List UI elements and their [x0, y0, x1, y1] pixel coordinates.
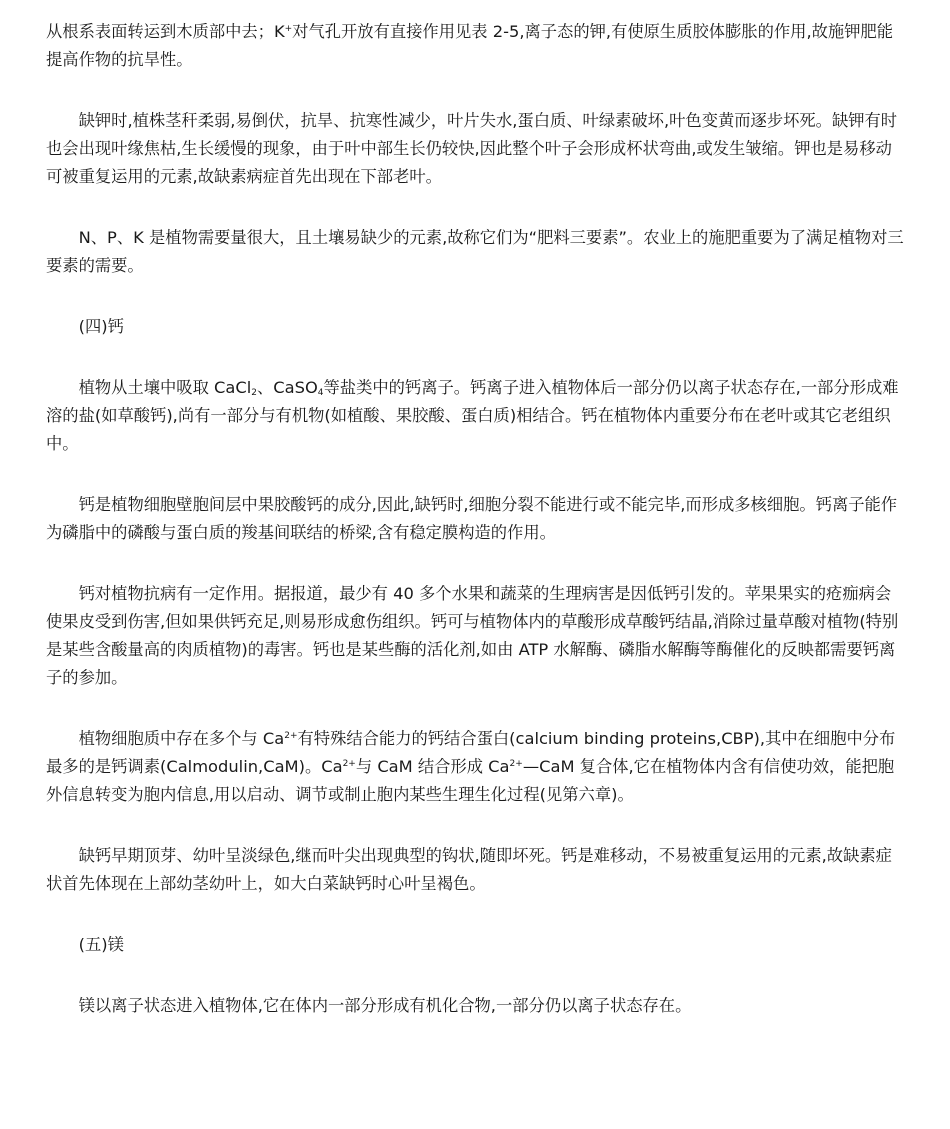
- paragraph-potassium-transport: 从根系表面转运到木质部中去；K+对气孔开放有直接作用见表 2-5,离子态的钾,有使原生质胶体膨胀的作用,故施钾肥能提高作物的抗旱性。: [46, 22, 894, 69]
- paragraph-calcium-disease: 钙对植物抗病有一定作用。据报道，最少有 40 多个水果和蔬菜的生理病害是因低钙引发的。苹果果实的疮痂病会使果皮受到伤害,但如果供钙充足,则易形成愈伤组织。钙可与植物体内的草酸形成草酸钙结晶,消除过量草酸对植物(特别是某些含酸量高的肉质植物)的毒害。钙也是某些酶的活化剂,如由 ATP 水解酶、磷脂水解酶等酶催化的反映都需要钙离子的参加。: [46, 584, 899, 687]
- paragraph-calcium-uptake: 植物从土壤中吸取 CaCl$_2$、CaSO$_4$等盐类中的钙离子。钙离子进入植物体后一部分仍以离子状态存在,一部分形成难溶的盐(如草酸钙),尚有一部分与有机物(如植酸、果胶酸、蛋白质)相结合。钙在植物体内重要分布在老叶或其它老组织中。: [46, 378, 899, 453]
- paragraph-calcium-cell-wall: 钙是植物细胞壁胞间层中果胶酸钙的成分,因此,缺钙时,细胞分裂不能进行或不能完毕,而形成多核细胞。钙离子能作为磷脂中的磷酸与蛋白质的羧基间联结的桥梁,含有稳定膜构造的作用。: [46, 495, 898, 542]
- paragraph-three-fertilizer-elements: N、P、K 是植物需要量很大，且土壤易缺少的元素,故称它们为“肥料三要素”。农业上的施肥重要为了满足植物对三要素的需要。: [46, 228, 904, 275]
- section-heading-magnesium: (五)镁: [78, 935, 124, 954]
- paragraph-magnesium-uptake: 镁以离子状态进入植物体,它在体内一部分形成有机化合物,一部分仍以离子状态存在。: [78, 996, 692, 1015]
- paragraph-calmodulin: 植物细胞质中存在多个与 $Ca^{2+}$有特殊结合能力的钙结合蛋白(calcium binding proteins,CBP),其中在细胞中分布最多的是钙调素(Calmodulin,CaM)。$Ca^{2+}$与 CaM 结合形成 $Ca^{2+}—CaM$ 复合体,它在植物体内含有信使功效，能把胞外信息转变为胞内信息,用以启动、调节或制止胞内某些生理生化过程(见第六章)。: [46, 729, 896, 804]
- section-heading-calcium: (四)钙: [78, 317, 124, 336]
- paragraph-calcium-deficiency: 缺钙早期顶芽、幼叶呈淡绿色,继而叶尖出现典型的钩状,随即坏死。钙是难移动，不易被重复运用的元素,故缺素症状首先体现在上部幼茎幼叶上，如大白菜缺钙时心叶呈褐色。: [46, 846, 892, 893]
- paragraph-potassium-deficiency: 缺钾时,植株茎秆柔弱,易倒伏，抗旱、抗寒性减少，叶片失水,蛋白质、叶绿素破坏,叶色变黄而逐步坏死。缺钾有时也会出现叶缘焦枯,生长缓慢的现象，由于叶中部生长仍较快,因此整个叶子会形成杯状弯曲,或发生皱缩。钾也是易移动可被重复运用的元素,故缺素病症首先出现在下部老叶。: [46, 111, 898, 186]
